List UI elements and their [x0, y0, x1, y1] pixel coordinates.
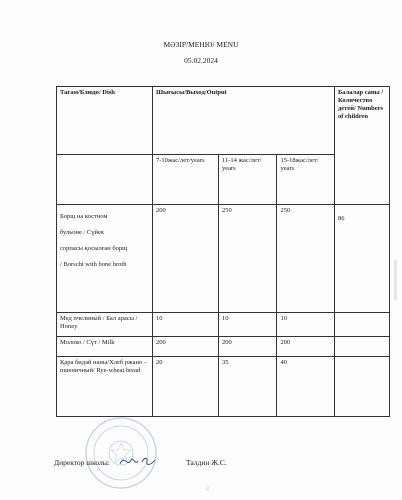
dish-line: бульоне / Сүйек	[60, 229, 105, 237]
director-name: Талдин Ж.С.	[186, 458, 227, 467]
age-group-15-18: 15-18жас/лет/ years	[277, 155, 335, 205]
output-cell: 250	[219, 205, 277, 313]
dish-cell: Молоко / Сүт / Milk	[57, 337, 153, 357]
age-group-7-10: 7-10жас/лет/years	[153, 155, 219, 205]
output-cell: 40	[277, 357, 335, 417]
output-cell: 10	[219, 313, 277, 337]
document-date: 05.02.2024	[184, 56, 218, 65]
output-cell: 10	[277, 313, 335, 337]
age-group-11-14: 11-14 жас/лет/ years	[219, 155, 277, 205]
scan-mark: 2	[206, 486, 209, 492]
dish-line: сорпасы қосылған борщ	[60, 245, 128, 253]
dish-cell-borscht	[57, 205, 153, 313]
output-cell: 200	[153, 337, 219, 357]
output-cell: 10	[153, 313, 219, 337]
dish-line: Борщ на костном	[60, 213, 108, 220]
children-count-cell	[335, 357, 390, 417]
header-dish: Тағам/Блюдо/ Dish	[57, 87, 153, 155]
age-row-empty-cell	[57, 155, 153, 205]
director-label: Директор школы:	[54, 458, 110, 467]
header-children: Балалар саны /Количество детей/ Numbers of children	[335, 87, 390, 205]
scan-margin-shadow	[394, 260, 397, 300]
header-output: Шығысы/Выход/Output	[153, 87, 335, 155]
table-row	[57, 313, 390, 337]
output-cell: 200	[219, 337, 277, 357]
table-header-row	[57, 87, 390, 155]
children-count-cell	[335, 337, 390, 357]
children-count-cell: 86	[335, 205, 390, 313]
document-title: МӘЗІР/МЕНЮ/ MENU	[163, 40, 239, 49]
output-cell: 200	[153, 205, 219, 313]
signature-icon	[118, 452, 158, 470]
table-row	[57, 205, 390, 313]
table-row	[57, 337, 390, 357]
output-cell: 20	[153, 357, 219, 417]
table-row	[57, 357, 390, 417]
dish-cell: Мед пчелиный / Бал арасы / Honey	[57, 313, 153, 337]
output-cell: 35	[219, 357, 277, 417]
dish-line: / Borscht with bone broth	[60, 261, 127, 269]
output-cell: 250	[277, 205, 335, 313]
children-count-cell	[335, 313, 390, 337]
menu-table	[56, 86, 390, 417]
output-cell: 200	[277, 337, 335, 357]
dish-cell: Қара бидай наны/Хлеб ржано – пшеничный/ Rye-wheat bread	[57, 357, 153, 417]
